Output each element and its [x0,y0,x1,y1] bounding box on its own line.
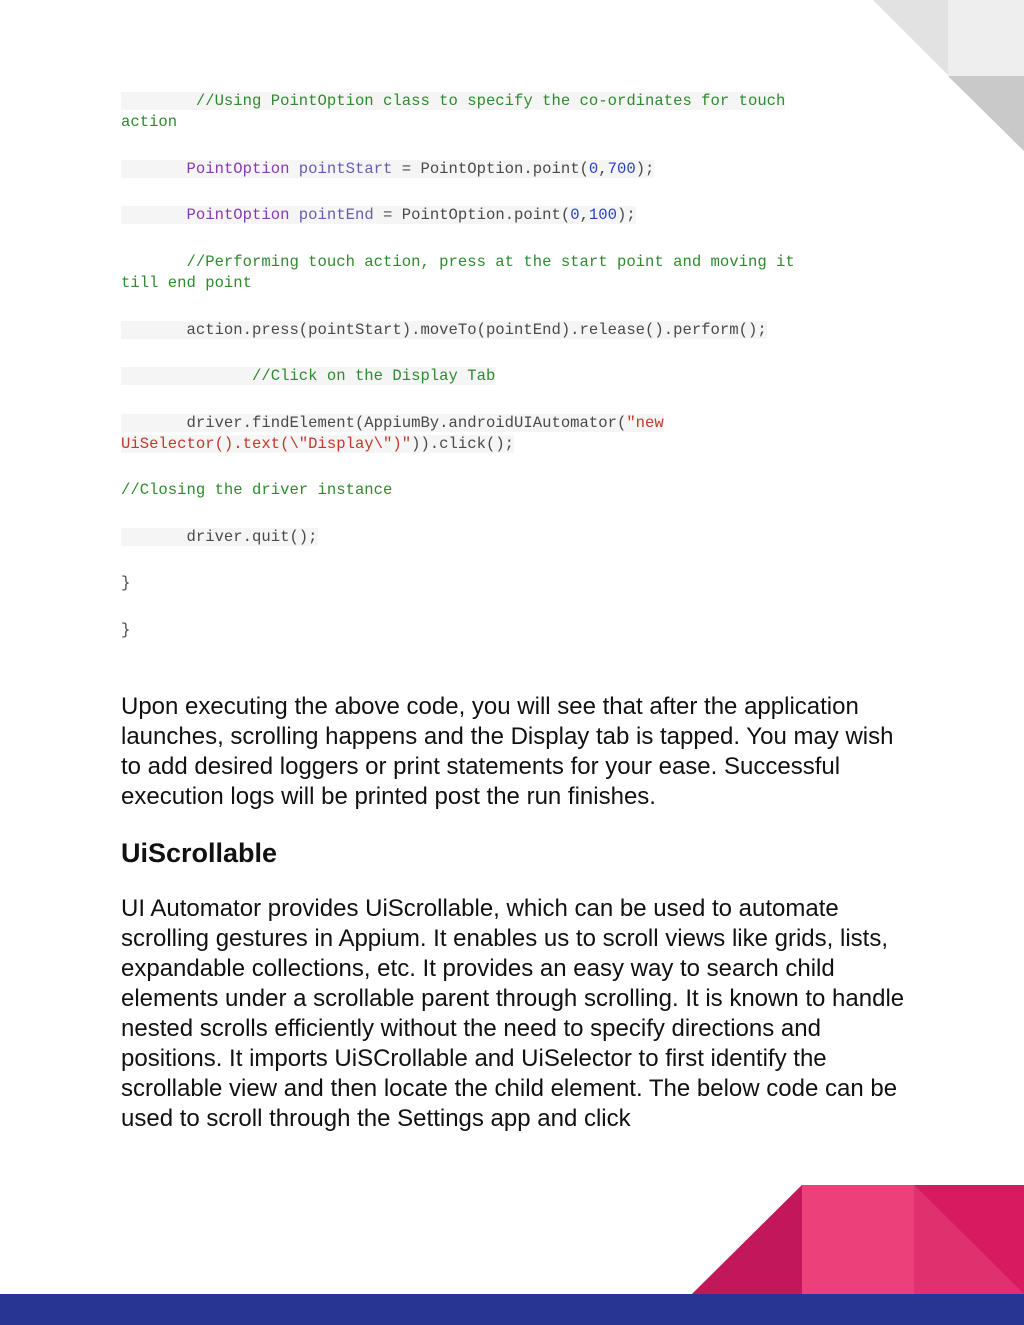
code-number: 0 [588,160,599,178]
code-string: "new [626,414,664,432]
code-comment-performing-touch [121,252,795,294]
code-variable: pointStart [289,160,393,178]
code-closing-brace [121,620,130,641]
code-text: action [121,113,178,131]
code-text: ); [635,160,655,178]
code-line-driver-quit [121,527,318,548]
code-comment-closing-driver [121,480,392,501]
code-indent [121,160,187,178]
code-string: UiSelector().text(\"Display\")" [121,435,412,453]
footer-bar [0,1294,1024,1325]
code-text: till end point [121,274,253,292]
code-line-action-perform [121,320,767,341]
code-text: //Click on the Display Tab [121,367,496,385]
code-text: driver.findElement(AppiumBy.androidUIAutomator( [121,414,627,432]
code-variable: pointEnd [289,206,374,224]
paragraph-uiscrollable: UI Automator provides UiScrollable, which can be used to automate scrolling gestures in Appium. It enables us to scroll views like grids, lists, expandable collections, etc. It provides an easy way to search child elements under a scrollable parent through scrolling. It is known to handle nested scrolls efficiently without the need to specify directions and positions. It imports UiSCrollable and UiSelector to first identify the scrollable view and then locate the child element. The below code can be used to scroll through the Settings app and click [121,895,905,1132]
code-text: , [598,160,608,178]
code-comment-using-pointoption [121,91,785,133]
corner-triangle-dark [948,76,1024,151]
code-text: ); [617,206,636,224]
code-text: action.press(pointStart).moveTo(pointEnd).release().perform(); [121,321,767,339]
code-number: 0 [570,206,580,224]
code-text: = PointOption.point( [392,160,589,178]
code-text: //Closing the driver instance [121,481,393,499]
section-heading: UiScrollable [121,838,278,868]
corner-square [948,0,1024,76]
code-text: } [121,621,131,639]
footer-crimson-triangle [692,1185,802,1294]
code-type: PointOption [186,160,290,178]
code-line-point-end [121,205,636,226]
paragraph-execution-result: Upon executing the above code, you will see that after the application launches, scrolling happens and the Display tab is tapped. You may wish to add desired loggers or print statements for your ease. Successful execution logs will be printed post the run finishes. [121,693,894,810]
code-text: } [121,574,131,592]
code-type: PointOption [186,206,290,224]
code-comment-click-display [121,366,495,387]
code-text: //Using PointOption class to specify the co-ordinates for touch [121,92,786,110]
code-text: )).click(); [411,435,515,453]
code-number: 100 [588,206,617,224]
code-closing-brace [121,573,130,594]
code-number: 700 [607,160,636,178]
code-line-point-start [121,159,654,180]
code-text: //Performing touch action, press at the start point and moving it [121,253,795,271]
code-indent [121,206,187,224]
code-text: driver.quit(); [121,528,318,546]
code-text: = PointOption.point( [373,206,571,224]
code-line-find-element [121,413,664,455]
code-text: , [579,206,589,224]
